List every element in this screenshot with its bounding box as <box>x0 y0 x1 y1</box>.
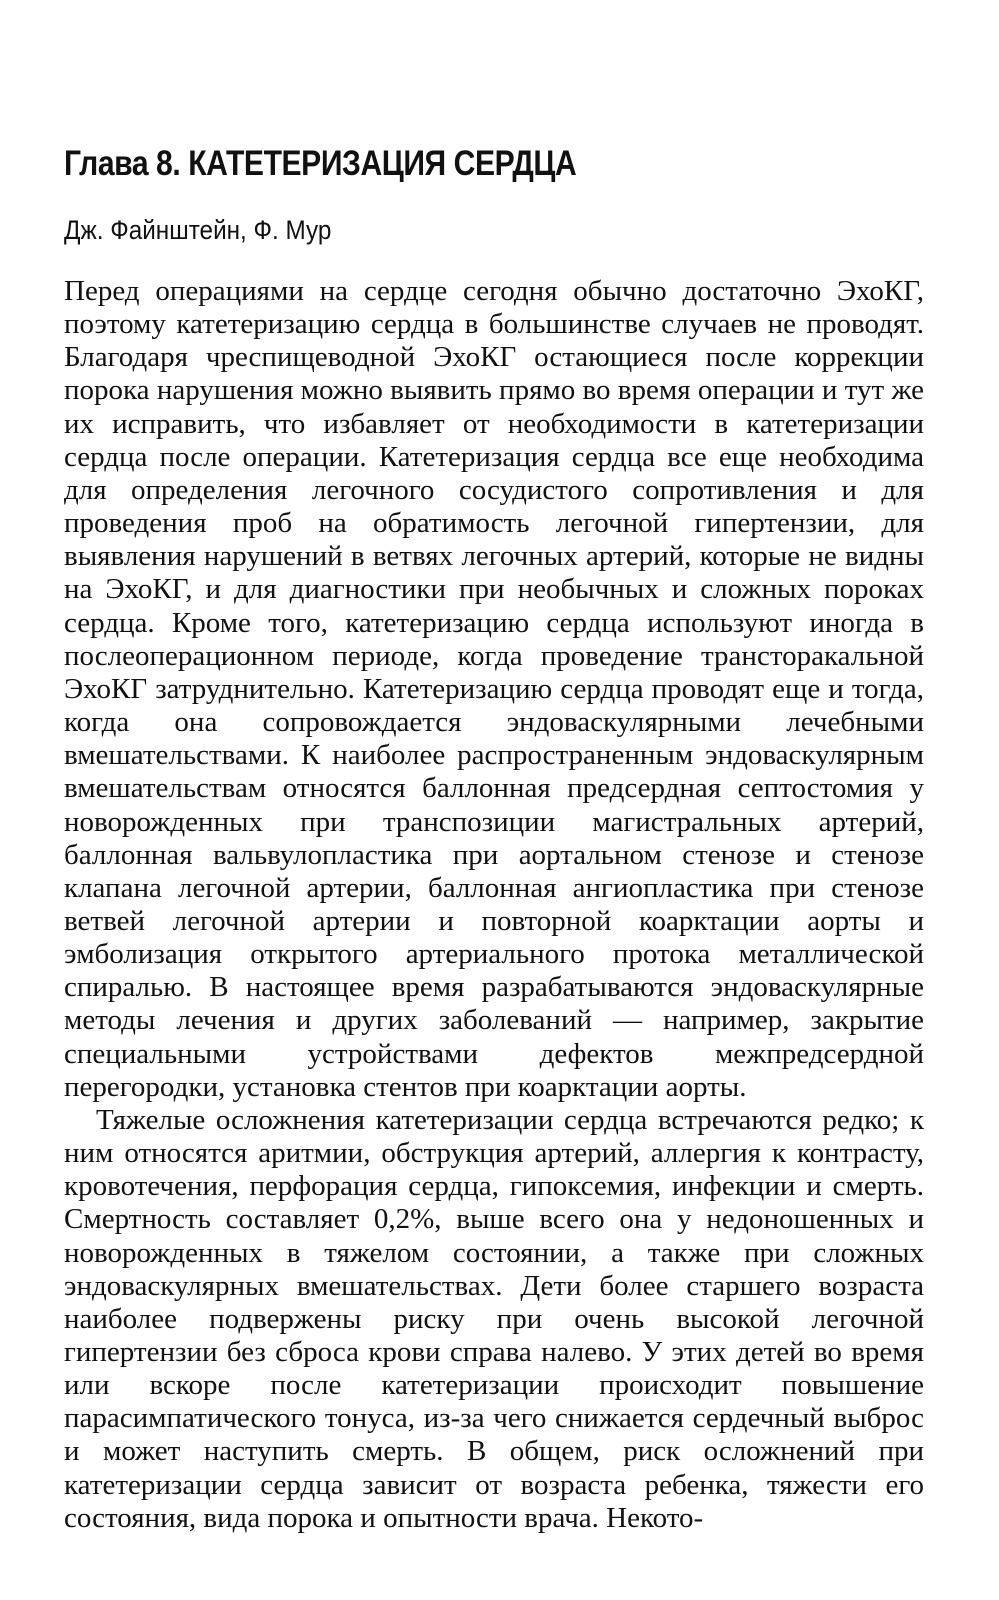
chapter-authors: Дж. Файнштейн, Ф. Мур <box>64 215 332 245</box>
chapter-title: Глава 8. КАТЕТЕРИЗАЦИЯ СЕРДЦА <box>64 144 577 183</box>
body-text <box>64 275 924 1535</box>
paragraph-1: Перед операциями на сердце сегодня обычно достаточно ЭхоКГ, поэтому катетеризацию сердца в большинстве случаев не проводят. Благодаря чреспищеводной ЭхоКГ остающиеся после коррекции порока нарушения можно выявить прямо во время операции и тут же их исправить, что избавляет от необходимости в катетеризации сердца после операции. Катетеризация сердца все еще необходима для определения легочного сосудистого сопротивления и для проведения проб на обратимость легочной гипертензии, для выявления нарушений в ветвях легочных артерий, которые не видны на ЭхоКГ, и для диагностики при необычных и сложных пороках сердца. Кроме того, катетеризацию сердца используют иногда в послеоперационном периоде, когда проведение трансторакальной ЭхоКГ затруднительно. Катетеризацию сердца проводят еще и тогда, когда она сопровождается эндоваскулярными лечебными вмешательствами. К наиболее распространенным эндоваскулярным вмешательствам относятся баллонная предсердная септостомия у новорожденных при транспозиции магистральных артерий, баллонная вальвулопластика при аортальном стенозе и стенозе клапана легочной артерии, баллонная ангиопластика при стенозе ветвей легочной артерии и повторной коарктации аорты и эмболизация открытого артериального протока металлической спиралью. В настоящее время разрабатываются эндоваскулярные методы лечения и других заболеваний — например, закрытие специальными устройствами дефектов межпредсердной перегородки, установка стентов при коарктации аорты. <box>64 275 924 1103</box>
paragraph-2: Тяжелые осложнения катетеризации сердца встречаются редко; к ним относятся аритмии, обструкция артерий, аллергия к контрасту, кровотечения, перфорация сердца, гипоксемия, инфекции и смерть. Смертность составляет 0,2%, выше всего она у недоношенных и новорожденных в тяжелом состоянии, а также при сложных эндоваскулярных вмешательствах. Дети более старшего возраста наиболее подвержены риску при очень высокой легочной гипертензии без сброса крови справа налево. У этих детей во время или вскоре после катетеризации происходит повышение парасимпатического тонуса, из-за чего снижается сердечный выброс и может наступить смерть. В общем, риск осложнений при катетеризации сердца зависит от возраста ребенка, тяжести его состояния, вида порока и опытности врача. Некото- <box>64 1103 924 1534</box>
